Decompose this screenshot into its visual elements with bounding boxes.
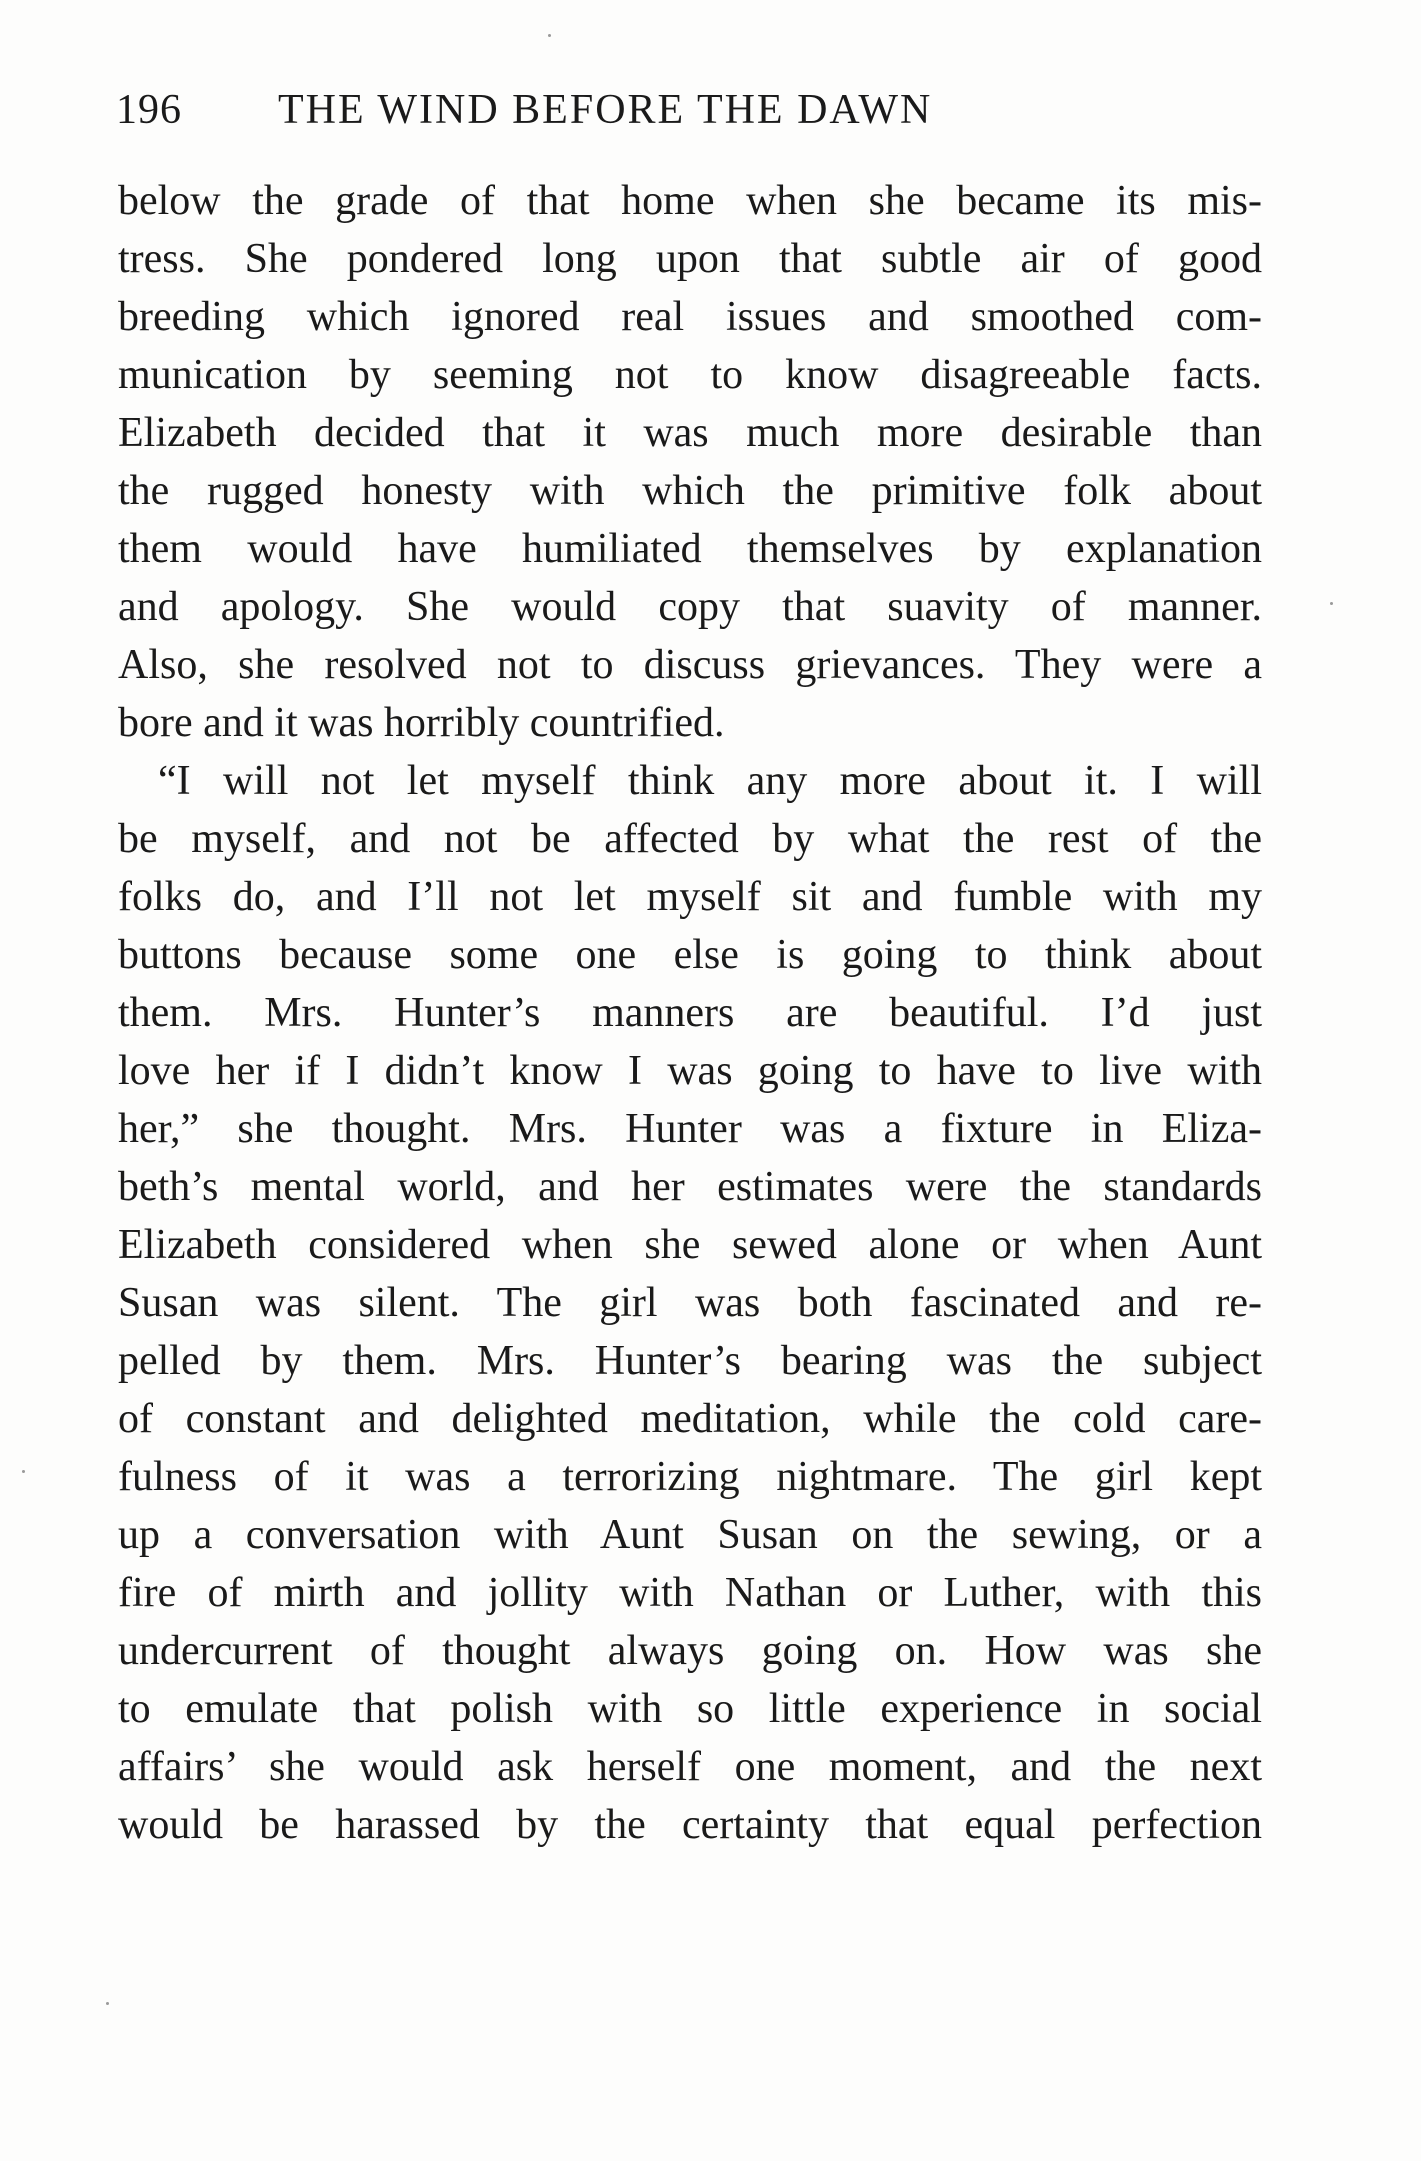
paper-speck xyxy=(106,2002,109,2005)
text-line: her,” she thought. Mrs. Hunter was a fixture in Eliza- xyxy=(118,1106,1262,1152)
text-line: of constant and delighted meditation, while the cold care- xyxy=(118,1396,1262,1442)
text-line: them. Mrs. Hunter’s manners are beautiful. I’d just xyxy=(118,990,1262,1036)
page-number: 196 xyxy=(116,87,182,133)
text-line: tress. She pondered long upon that subtle air of good xyxy=(118,236,1262,282)
text-line: Elizabeth decided that it was much more desirable than xyxy=(118,410,1262,456)
text-line: below the grade of that home when she became its mis- xyxy=(118,178,1262,224)
text-line: and apology. She would copy that suavity of manner. xyxy=(118,584,1262,630)
text-line: folks do, and I’ll not let myself sit and fumble with my xyxy=(118,874,1262,920)
text-line: would be harassed by the certainty that equal perfection xyxy=(118,1802,1262,1848)
text-line: “I will not let myself think any more about it. I will xyxy=(158,758,1262,804)
paper-speck xyxy=(548,34,551,37)
body-text xyxy=(118,172,1262,1854)
text-line: them would have humiliated themselves by explanation xyxy=(118,526,1262,572)
text-line: buttons because some one else is going to think about xyxy=(118,932,1262,978)
text-line: fulness of it was a terrorizing nightmare. The girl kept xyxy=(118,1454,1262,1500)
text-line: Also, she resolved not to discuss grievances. They were a xyxy=(118,642,1262,688)
text-line: the rugged honesty with which the primitive folk about xyxy=(118,468,1262,514)
text-line: undercurrent of thought always going on. How was she xyxy=(118,1628,1262,1674)
text-line: love her if I didn’t know I was going to have to live with xyxy=(118,1048,1262,1094)
text-line: Elizabeth considered when she sewed alone or when Aunt xyxy=(118,1222,1262,1268)
text-line: bore and it was horribly countrified. xyxy=(118,700,725,746)
text-line: up a conversation with Aunt Susan on the sewing, or a xyxy=(118,1512,1262,1558)
text-line: affairs’ she would ask herself one moment, and the next xyxy=(118,1744,1262,1790)
paper-speck xyxy=(22,1470,25,1473)
running-head xyxy=(116,86,1266,146)
text-line: fire of mirth and jollity with Nathan or Luther, with this xyxy=(118,1570,1262,1616)
running-title: THE WIND BEFORE THE DAWN xyxy=(278,87,933,133)
text-line: to emulate that polish with so little experience in social xyxy=(118,1686,1262,1732)
text-line: be myself, and not be affected by what the rest of the xyxy=(118,816,1262,862)
text-line: pelled by them. Mrs. Hunter’s bearing was the subject xyxy=(118,1338,1262,1384)
text-line: Susan was silent. The girl was both fascinated and re- xyxy=(118,1280,1262,1326)
text-line: breeding which ignored real issues and smoothed com- xyxy=(118,294,1262,340)
text-line: beth’s mental world, and her estimates were the standards xyxy=(118,1164,1262,1210)
paper-speck xyxy=(1330,602,1333,605)
text-line: munication by seeming not to know disagreeable facts. xyxy=(118,352,1262,398)
